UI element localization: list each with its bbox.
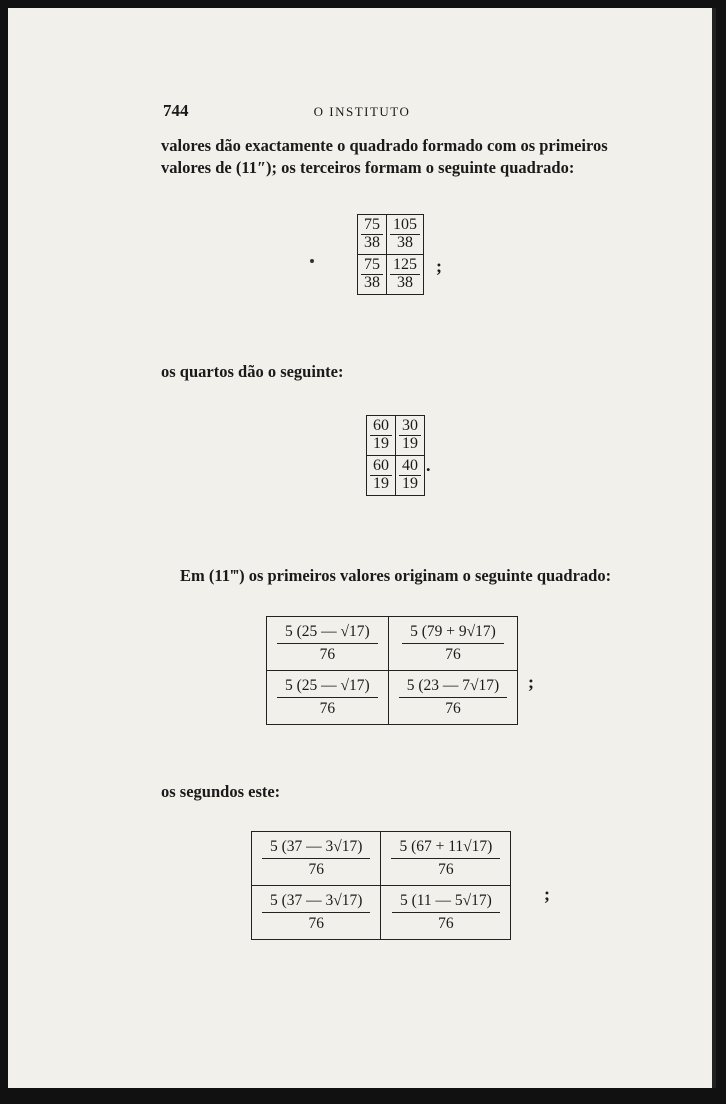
square-cell: [267, 670, 389, 724]
square-3-punctuation: ;: [528, 672, 534, 692]
fraction-numerator: 5 (37 — 3√17): [262, 838, 370, 859]
fraction-denominator: 19: [373, 474, 389, 492]
fraction-denominator: 76: [438, 860, 454, 878]
fraction-numerator: 5 (23 — 7√17): [399, 677, 507, 698]
text-line-2: valores de (11″); os terceiros formam o seguinte quadrado:: [161, 158, 575, 177]
fraction-denominator: 76: [445, 645, 461, 663]
fraction-denominator: 38: [364, 233, 380, 251]
text-line-3: os quartos dão o seguinte:: [161, 362, 344, 381]
square-cell: [387, 215, 424, 255]
fraction-numerator: 5 (79 + 9√17): [402, 623, 504, 644]
fraction-denominator: 76: [438, 914, 454, 932]
fraction-denominator: 19: [402, 434, 418, 452]
square-cell: [381, 832, 511, 886]
print-speck: [310, 259, 314, 263]
fraction-square-4: [251, 831, 511, 940]
running-title: O INSTITUTO: [313, 104, 411, 119]
fraction-numerator: 105: [390, 217, 420, 235]
text-line-4: Em (11‴) os primeiros valores originam o seguinte quadrado:: [180, 566, 612, 585]
fraction-denominator: 19: [373, 434, 389, 452]
fraction-denominator: 76: [319, 645, 336, 663]
fraction-denominator: 76: [445, 699, 461, 717]
fraction-square-2: [366, 415, 425, 496]
fraction-denominator: 38: [397, 233, 413, 251]
fraction-numerator: 60: [370, 458, 392, 476]
square-1-punctuation: ;: [436, 256, 442, 276]
square-cell: [388, 670, 517, 724]
fraction-denominator: 38: [397, 273, 413, 291]
square-cell: [381, 885, 511, 939]
square-cell: [396, 455, 425, 495]
fraction-denominator: 38: [364, 273, 380, 291]
fraction-numerator: 125: [390, 257, 420, 275]
square-cell: [252, 832, 381, 886]
square-cell: [388, 617, 517, 671]
page-number: 744: [163, 101, 189, 120]
fraction-numerator: 75: [361, 257, 383, 275]
book-page: [8, 8, 716, 1088]
fraction-square-3: [266, 616, 518, 725]
square-cell: [367, 455, 396, 495]
text-line-5: os segundos este:: [161, 782, 281, 801]
fraction-denominator: 76: [308, 860, 324, 878]
fraction-numerator: 30: [399, 418, 421, 436]
square-cell: [267, 617, 389, 671]
fraction-numerator: 5 (25 — √17): [277, 623, 378, 644]
square-2-punctuation: .: [426, 455, 431, 475]
square-cell: [367, 416, 396, 456]
square-cell: [396, 416, 425, 456]
square-cell: [358, 254, 387, 294]
fraction-numerator: 75: [361, 217, 383, 235]
fraction-square-1: [357, 214, 424, 295]
fraction-denominator: 76: [308, 914, 324, 932]
fraction-numerator: 5 (11 — 5√17): [392, 892, 500, 913]
square-cell: [252, 885, 381, 939]
fraction-denominator: 19: [402, 474, 418, 492]
square-cell: [358, 215, 387, 255]
fraction-numerator: 5 (37 — 3√17): [262, 892, 370, 913]
square-4-punctuation: ;: [544, 884, 550, 904]
square-cell: [387, 254, 424, 294]
fraction-numerator: 5 (67 + 11√17): [391, 838, 500, 859]
fraction-numerator: 5 (25 — √17): [277, 677, 378, 698]
text-line-1: valores dão exactamente o quadrado formado com os primeiros: [161, 136, 608, 155]
fraction-denominator: 76: [319, 699, 336, 717]
fraction-numerator: 40: [399, 458, 421, 476]
fraction-numerator: 60: [370, 418, 392, 436]
